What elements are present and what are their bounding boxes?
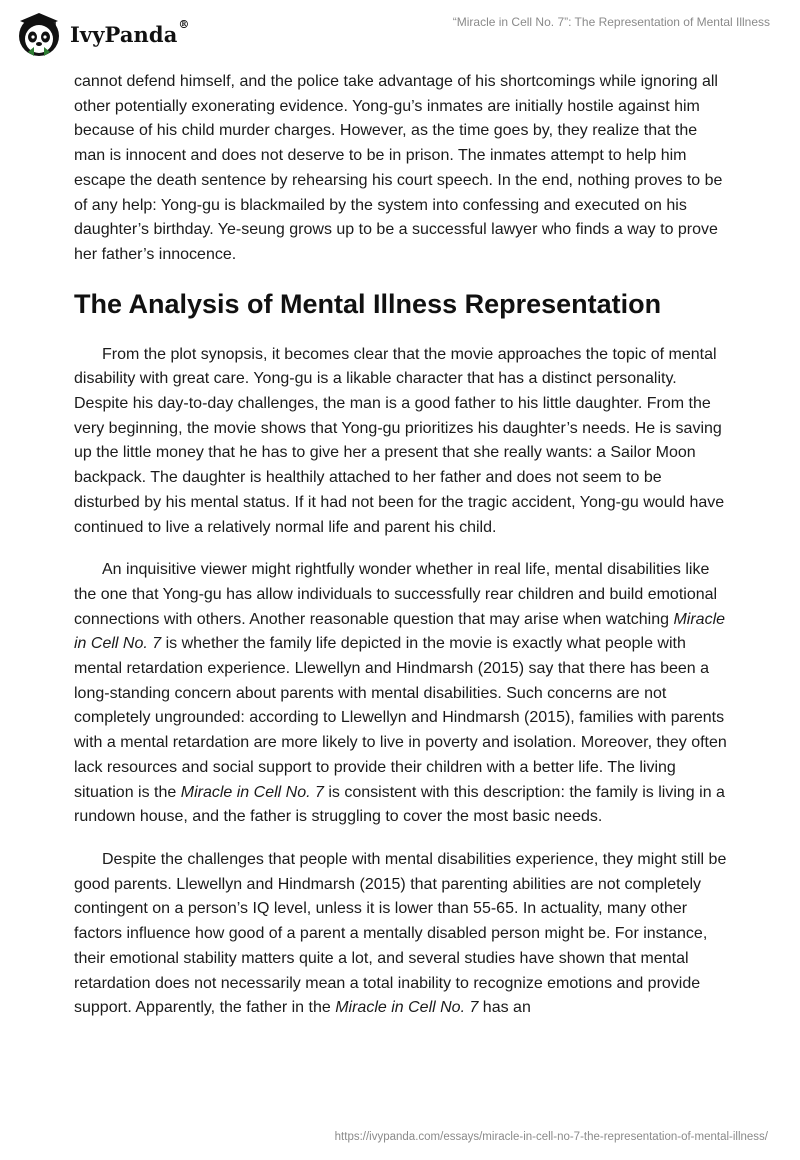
panda-graduate-icon: [14, 9, 64, 59]
movie-title-italic: Miracle in Cell No. 7: [74, 610, 726, 653]
registered-mark: ®: [178, 17, 190, 31]
brand-name: IvyPanda®: [70, 17, 190, 47]
paragraph-inquisitive-viewer: An inquisitive viewer might rightfully wonder whether in real life, mental disabilities like the one that Yong-gu has allow individuals to successfully rear children and build emotional connections with others. Another reasonable question that may arise when watching Miracle in Cell No. 7 is whether the family life depicted in the movie is exactly what people with mental retardation experience. Llewellyn and Hindmarsh (2015) say that there has been a long-standing concern about parents with mental disabilities. Such concerns are not completely ungrounded: according to Llewellyn and Hindmarsh (2015), families with parents with a mental retardation are more likely to live in poverty and isolation. Moreover, they often lack resources and social support to provide their children with a better life. The living situation is the Miracle in Cell No. 7 is consistent with this description: the family is living in a rundown house, and the father is struggling to cover the most basic needs.: [74, 561, 727, 826]
brand-logo[interactable]: [14, 9, 190, 59]
running-title: “Miracle in Cell No. 7”: The Representation of Mental Illness: [452, 15, 770, 29]
paragraph-plot-synopsis: From the plot synopsis, it becomes clear that the movie approaches the topic of mental disability with great care. Yong-gu is a likable character that has a distinct personality. Despite his day-to-day challenges, the man is a good father to his little daughter. From the very beginning, the movie shows that Yong-gu prioritizes his daughter’s needs. He is saving up the little money that he has to give her a present that she really wants: a Sailor Moon backpack. The daughter is healthily attached to her father and does not seem to be disturbed by his mental status. If it had not been for the tragic accident, Yong-gu would have continued to live a relatively normal life and parent his child.: [74, 345, 725, 536]
movie-title-italic: Miracle in Cell No. 7: [335, 999, 479, 1017]
section-heading: The Analysis of Mental Illness Representation: [74, 288, 662, 319]
paragraph-parenting-abilities: Despite the challenges that people with mental disabilities experience, they might still be good parents. Llewellyn and Hindmarsh (2015) that parenting abilities are not completely contingent on a person’s IQ level, unless it is lower than 55-65. In actuality, many other factors influence how good of a parent a mentally disabled person might be. For instance, their emotional stability matters quite a lot, and several studies have shown that mental retardation does not necessarily mean a total inability to recognize emotions and provide support. Apparently, the father in the Miracle in Cell No. 7 has an: [74, 850, 727, 1017]
paragraph-continuation: cannot defend himself, and the police take advantage of his shortcomings while ignoring all other potentially exonerating evidence. Yong-gu’s inmates are initially hostile against him because of his child murder charges. However, as the time goes by, they realize that the man is innocent and does not deserve to be in prison. The inmates attempt to help him escape the death sentence by rehearsing his court speech. In the end, nothing proves to be of any help: Yong-gu is blackmailed by the system into confessing and executed on his daughter’s birthday. Ye-seung grows up to be a successful lawyer who finds a way to prove her father’s innocence.: [74, 73, 723, 263]
source-url[interactable]: https://ivypanda.com/essays/miracle-in-cell-no-7-the-representation-of-mental-illness/: [334, 1131, 768, 1143]
movie-title-italic: Miracle in Cell No. 7: [180, 783, 324, 801]
page-header: [0, 0, 800, 70]
essay-body: [74, 70, 728, 1039]
